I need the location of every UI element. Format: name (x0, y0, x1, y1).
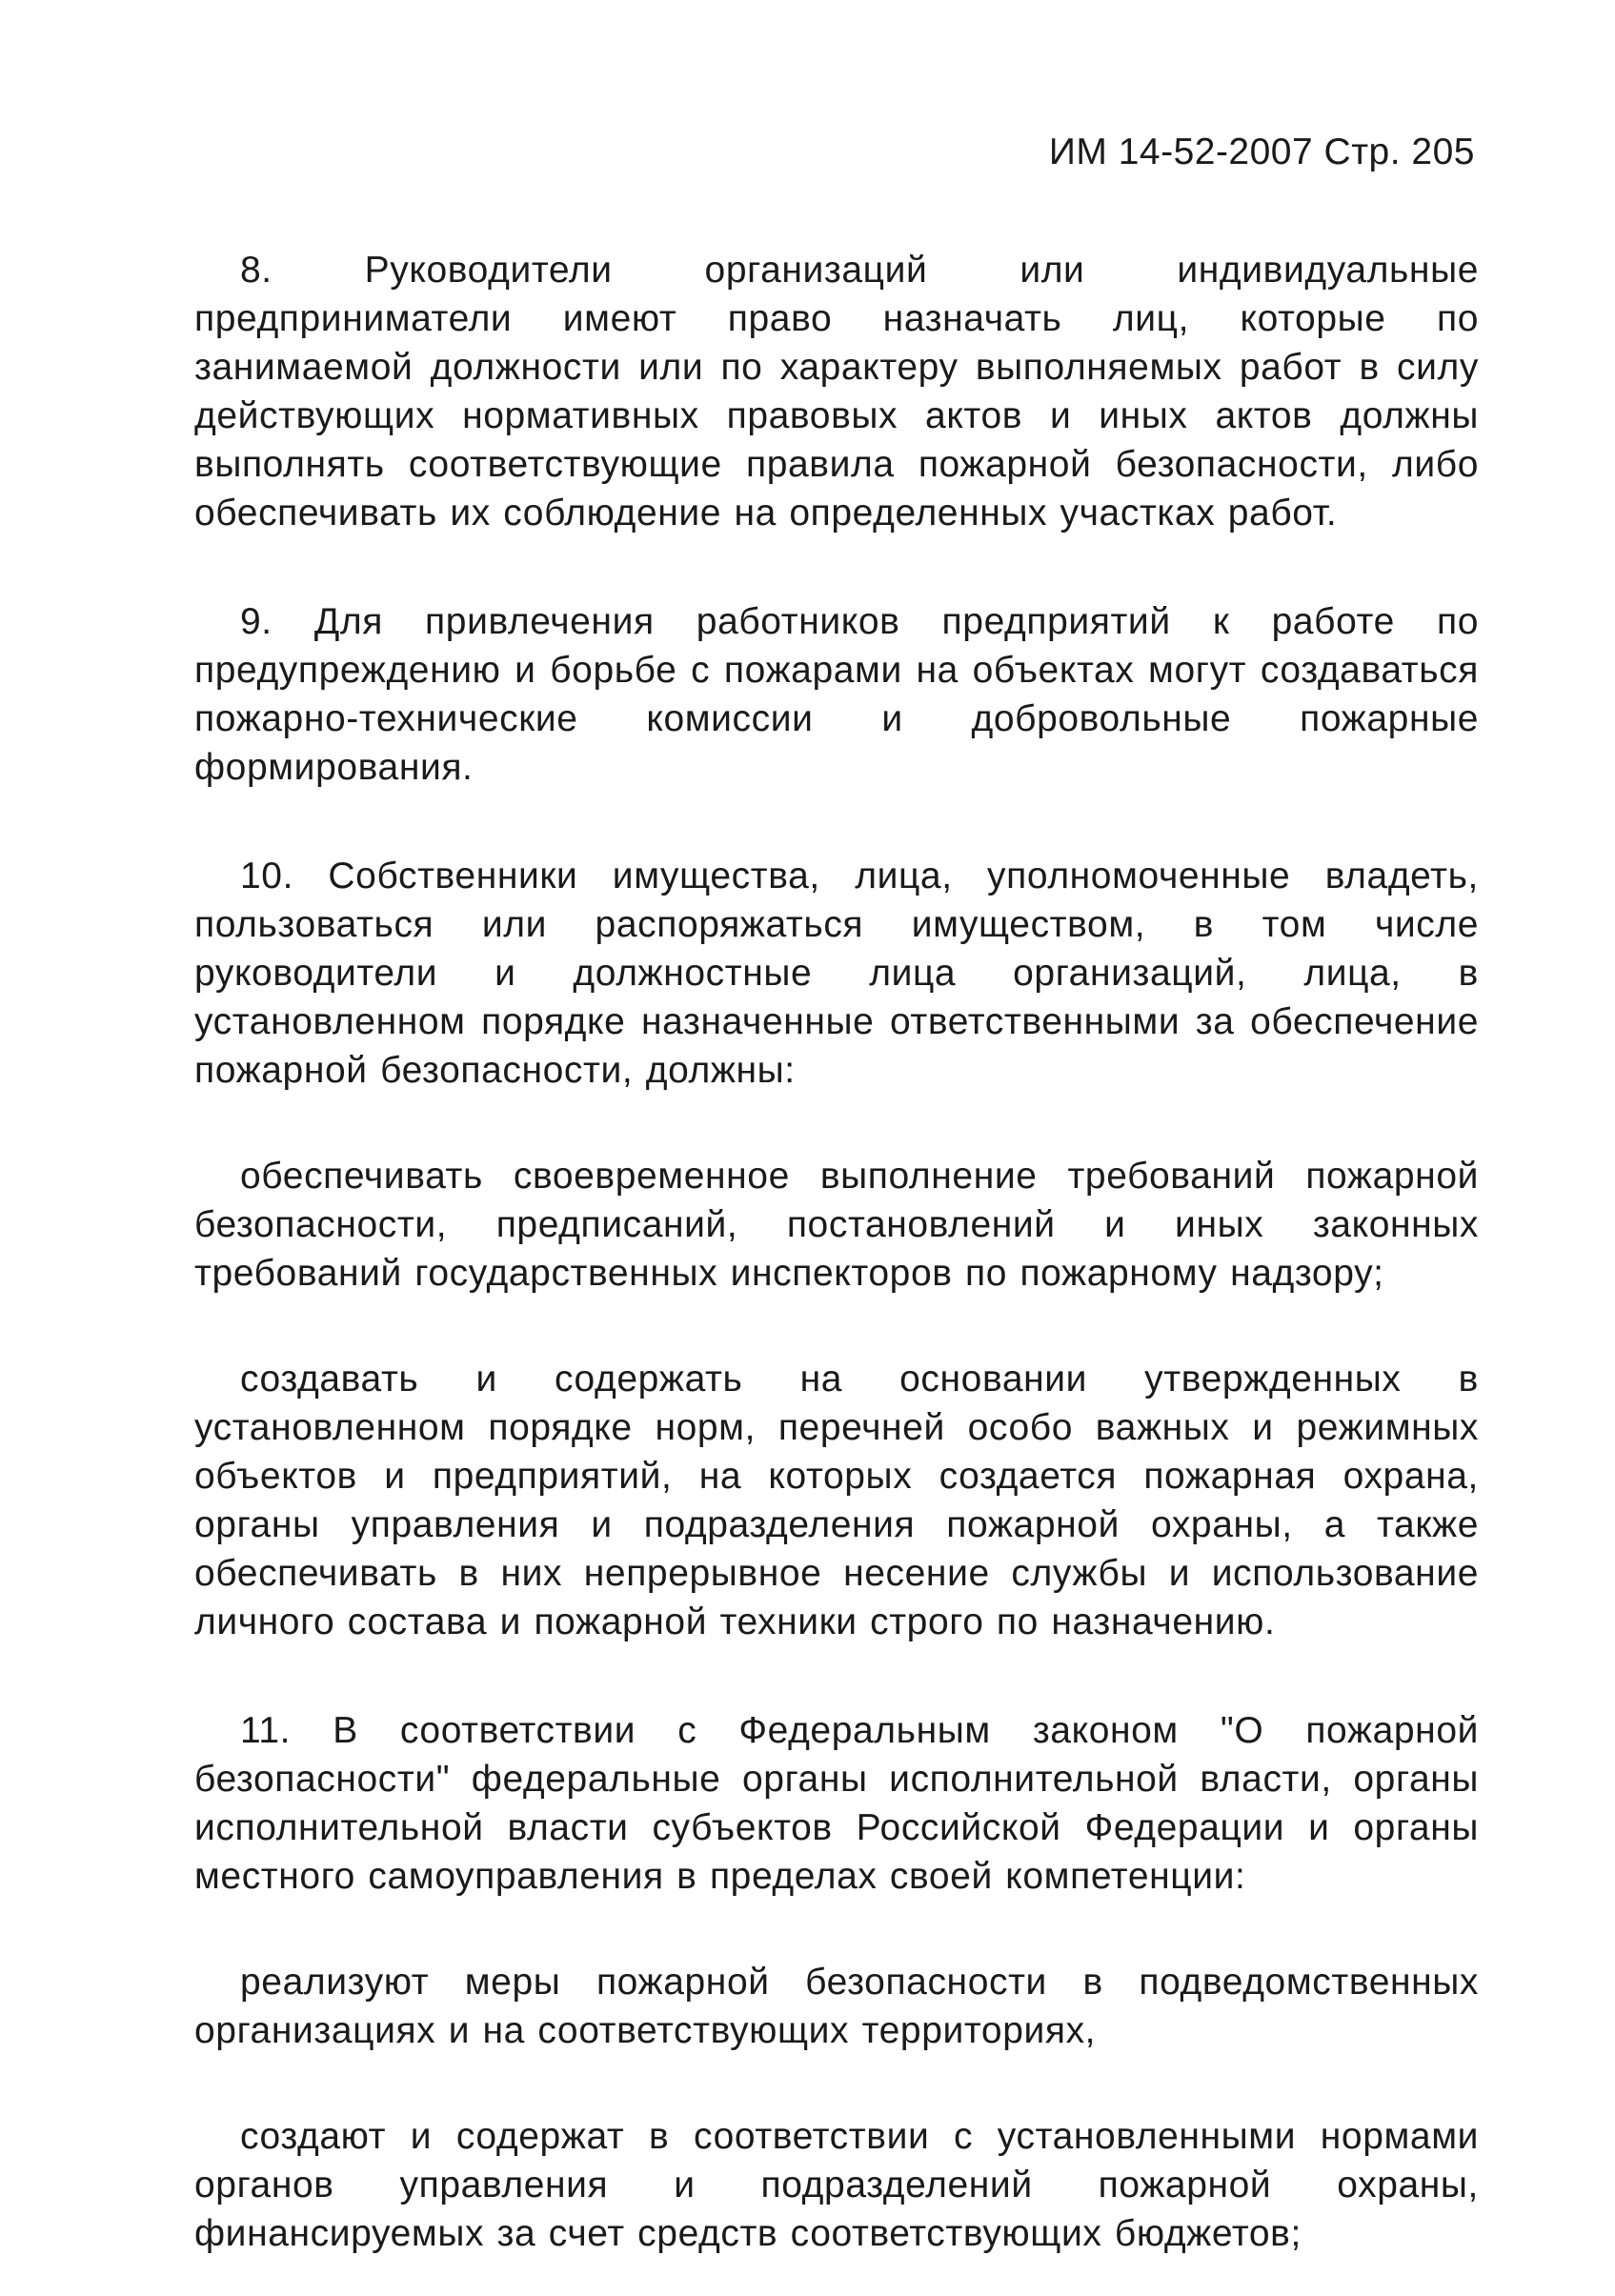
page-header-doc-ref: ИМ 14-52-2007 Стр. 205 (1048, 131, 1475, 172)
paragraph-11-item-1: реализуют меры пожарной безопасности в подведомственных организациях и на соответствующих территориях, (194, 1962, 1479, 2051)
paragraph-11-item-2: создают и содержат в соответствии с установленными нормами органов управления и подразделений пожарной охраны, финансируемых за счет средств соответствующих бюджетов; (194, 2116, 1479, 2254)
paragraph-8: 8. Руководители организаций или индивидуальные предприниматели имеют право назначать лиц, которые по занимаемой должности или по характеру выполняемых работ в силу действующих нормативных правовых актов и иных актов должны выполнять соответствующие правила пожарной безопасности, либо обеспечивать их соблюдение на определенных участках работ. (194, 250, 1479, 534)
paragraph-10: 10. Собственники имущества, лица, уполномоченные владеть, пользоваться или распоряжаться имуществом, в том числе руководители и должностные лица организаций, лица, в установленном порядке назначенные ответственными за обеспечение пожарной безопасности, должны: (194, 856, 1479, 1091)
document-body (194, 246, 1479, 2258)
paragraph-9: 9. Для привлечения работников предприятий к работе по предупреждению и борьбе с пожарами на объектах могут создаваться пожарно-технические комиссии и добровольные пожарные формирования. (194, 601, 1479, 788)
paragraph-10-item-2: создавать и содержать на основании утвержденных в установленном порядке норм, перечней особо важных и режимных объектов и предприятий, на которых создается пожарная охрана, органы управления и подразделения пожарной охраны, а также обеспечивать в них непрерывное несение службы и использование личного состава и пожарной техники строго по назначению. (194, 1359, 1479, 1642)
paragraph-11: 11. В соответствии с Федеральным законом "О пожарной безопасности" федеральные органы исполнительной власти, органы исполнительной власти субъектов Российской Федерации и органы местного самоуправления в пределах своей компетенции: (194, 1710, 1479, 1897)
paragraph-10-item-1: обеспечивать своевременное выполнение требований пожарной безопасности, предписаний, постановлений и иных законных требований государственных инспекторов по пожарному надзору; (194, 1156, 1479, 1294)
